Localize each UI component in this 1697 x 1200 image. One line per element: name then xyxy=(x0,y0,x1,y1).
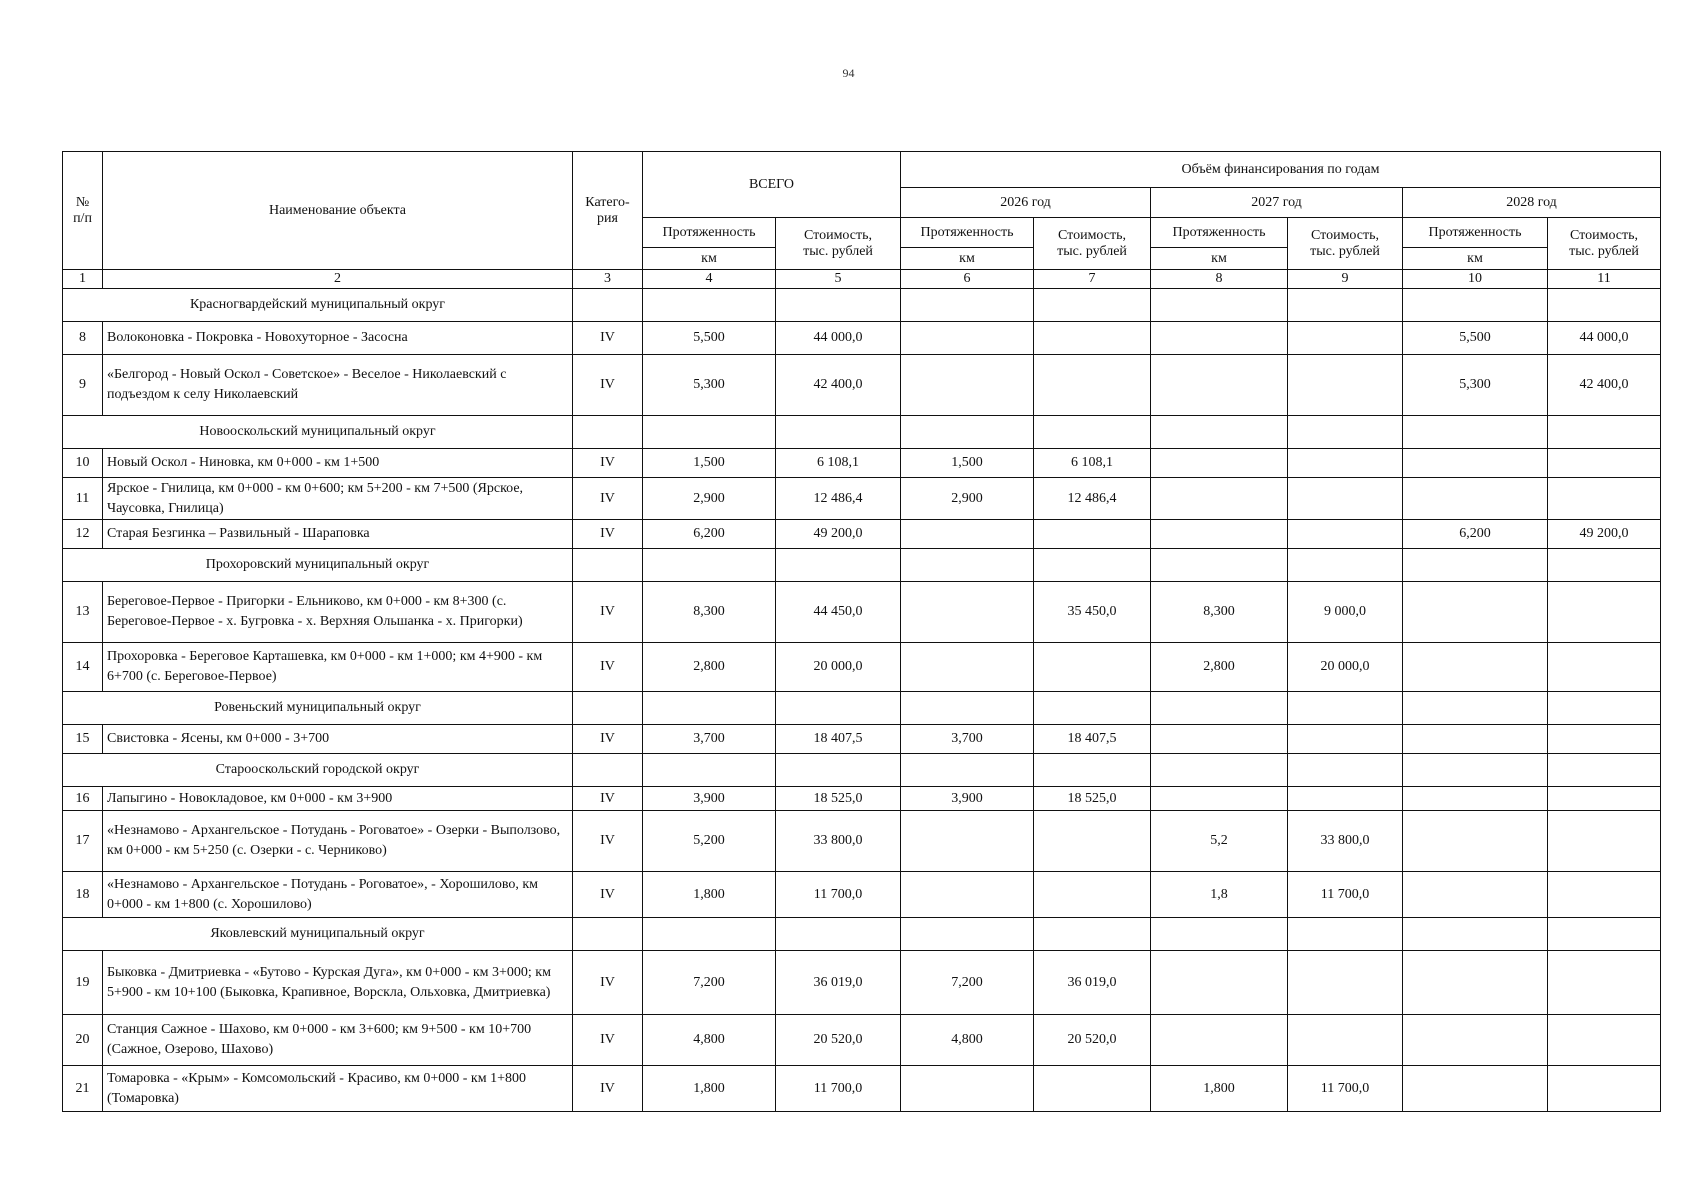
length-2028 xyxy=(1403,951,1548,1015)
empty-cell xyxy=(1288,289,1403,322)
empty-cell xyxy=(776,754,901,787)
total-cost: 42 400,0 xyxy=(776,355,901,416)
length-2027 xyxy=(1151,478,1288,520)
empty-cell xyxy=(643,289,776,322)
empty-cell xyxy=(1548,289,1661,322)
length-2028 xyxy=(1403,478,1548,520)
table-row xyxy=(63,951,1661,1015)
length-2027 xyxy=(1151,520,1288,549)
header-cost-label: Стоимость, xyxy=(1057,227,1126,243)
empty-cell xyxy=(573,754,643,787)
section-title: Красногвардейский муниципальный округ xyxy=(63,289,573,322)
category-cell: IV xyxy=(573,787,643,811)
header-cost-label: Стоимость, xyxy=(803,227,872,243)
total-length: 5,300 xyxy=(643,355,776,416)
section-row xyxy=(63,289,1661,322)
category-cell: IV xyxy=(573,811,643,872)
section-title: Прохоровский муниципальный округ xyxy=(63,549,573,582)
total-length: 7,200 xyxy=(643,951,776,1015)
total-length: 6,200 xyxy=(643,520,776,549)
length-2028: 6,200 xyxy=(1403,520,1548,549)
row-number: 16 xyxy=(63,787,103,811)
empty-cell xyxy=(1151,289,1288,322)
cost-2027 xyxy=(1288,725,1403,754)
cost-2027: 11 700,0 xyxy=(1288,872,1403,918)
empty-cell xyxy=(1288,549,1403,582)
total-length: 3,900 xyxy=(643,787,776,811)
col-number: 8 xyxy=(1151,270,1288,289)
header-cost xyxy=(1288,218,1403,270)
empty-cell xyxy=(573,692,643,725)
total-cost: 11 700,0 xyxy=(776,872,901,918)
col-number: 9 xyxy=(1288,270,1403,289)
cost-2028 xyxy=(1548,725,1661,754)
category-cell: IV xyxy=(573,643,643,692)
header-length: Протяженность xyxy=(643,218,776,248)
length-2026 xyxy=(901,582,1034,643)
table-row xyxy=(63,725,1661,754)
empty-cell xyxy=(1034,692,1151,725)
category-cell: IV xyxy=(573,520,643,549)
empty-cell xyxy=(643,549,776,582)
empty-cell xyxy=(1034,549,1151,582)
length-2027: 5,2 xyxy=(1151,811,1288,872)
col-number: 11 xyxy=(1548,270,1661,289)
table-row xyxy=(63,1015,1661,1066)
empty-cell xyxy=(1548,918,1661,951)
empty-cell xyxy=(1288,416,1403,449)
empty-cell xyxy=(1403,416,1548,449)
length-2026: 3,900 xyxy=(901,787,1034,811)
empty-cell xyxy=(1288,754,1403,787)
total-cost: 36 019,0 xyxy=(776,951,901,1015)
total-length: 2,900 xyxy=(643,478,776,520)
header-length: Протяженность xyxy=(901,218,1034,248)
object-name: Новый Оскол - Ниновка, км 0+000 - км 1+500 xyxy=(103,449,573,478)
total-length: 5,500 xyxy=(643,322,776,355)
category-cell: IV xyxy=(573,582,643,643)
object-name: Томаровка - «Крым» - Комсомольский - Красиво, км 0+000 - км 1+800 (Томаровка) xyxy=(103,1066,573,1112)
length-2027: 8,300 xyxy=(1151,582,1288,643)
header-year-2027: 2027 год xyxy=(1151,188,1403,218)
cost-2026 xyxy=(1034,643,1151,692)
empty-cell xyxy=(1403,289,1548,322)
col-number: 2 xyxy=(103,270,573,289)
length-2027 xyxy=(1151,787,1288,811)
cost-2026 xyxy=(1034,872,1151,918)
cost-2028: 49 200,0 xyxy=(1548,520,1661,549)
total-length: 2,800 xyxy=(643,643,776,692)
length-2026: 7,200 xyxy=(901,951,1034,1015)
cost-2026 xyxy=(1034,355,1151,416)
empty-cell xyxy=(1288,692,1403,725)
row-number: 20 xyxy=(63,1015,103,1066)
empty-cell xyxy=(1151,918,1288,951)
length-2026 xyxy=(901,1066,1034,1112)
length-2028 xyxy=(1403,1015,1548,1066)
row-number: 17 xyxy=(63,811,103,872)
cost-2028 xyxy=(1548,1015,1661,1066)
object-name: Волоконовка - Покровка - Новохуторное - Засосна xyxy=(103,322,573,355)
length-2028: 5,300 xyxy=(1403,355,1548,416)
table-row xyxy=(63,643,1661,692)
length-2028 xyxy=(1403,449,1548,478)
section-title: Яковлевский муниципальный округ xyxy=(63,918,573,951)
row-number: 15 xyxy=(63,725,103,754)
total-cost: 6 108,1 xyxy=(776,449,901,478)
cost-2028 xyxy=(1548,872,1661,918)
empty-cell xyxy=(573,918,643,951)
header-year-2028: 2028 год xyxy=(1403,188,1661,218)
length-2026: 3,700 xyxy=(901,725,1034,754)
section-title: Ровеньский муниципальный округ xyxy=(63,692,573,725)
empty-cell xyxy=(776,549,901,582)
category-cell: IV xyxy=(573,478,643,520)
cost-2026 xyxy=(1034,322,1151,355)
table-row xyxy=(63,449,1661,478)
col-number: 5 xyxy=(776,270,901,289)
section-row xyxy=(63,549,1661,582)
object-name: Станция Сажное - Шахово, км 0+000 - км 3+600; км 9+500 - км 10+700 (Сажное, Озерово, Шахово) xyxy=(103,1015,573,1066)
category-cell: IV xyxy=(573,355,643,416)
cost-2028 xyxy=(1548,582,1661,643)
empty-cell xyxy=(1034,918,1151,951)
page-number: 94 xyxy=(842,66,855,80)
total-cost: 18 525,0 xyxy=(776,787,901,811)
row-number: 9 xyxy=(63,355,103,416)
col-number: 10 xyxy=(1403,270,1548,289)
cost-2026 xyxy=(1034,811,1151,872)
table-row xyxy=(63,355,1661,416)
table-row xyxy=(63,872,1661,918)
header-cost-label: Стоимость, xyxy=(1310,227,1379,243)
total-cost: 20 520,0 xyxy=(776,1015,901,1066)
total-length: 5,200 xyxy=(643,811,776,872)
row-number: 18 xyxy=(63,872,103,918)
total-length: 8,300 xyxy=(643,582,776,643)
empty-cell xyxy=(776,289,901,322)
header-cost-unit: тыс. рублей xyxy=(1569,243,1639,259)
header-category: Катего- рия xyxy=(573,152,643,270)
total-length: 1,800 xyxy=(643,1066,776,1112)
header-name: Наименование объекта xyxy=(103,152,573,270)
empty-cell xyxy=(901,549,1034,582)
col-number: 3 xyxy=(573,270,643,289)
length-2028 xyxy=(1403,787,1548,811)
cost-2026: 18 525,0 xyxy=(1034,787,1151,811)
header-length-unit: км xyxy=(1403,248,1548,270)
category-cell: IV xyxy=(573,322,643,355)
length-2027 xyxy=(1151,322,1288,355)
table-row xyxy=(63,520,1661,549)
empty-cell xyxy=(1403,754,1548,787)
empty-cell xyxy=(901,289,1034,322)
length-2027: 1,800 xyxy=(1151,1066,1288,1112)
empty-cell xyxy=(1548,549,1661,582)
cost-2026: 12 486,4 xyxy=(1034,478,1151,520)
object-name: Прохоровка - Береговое Карташевка, км 0+000 - км 1+000; км 4+900 - км 6+700 (с. Береговое-Первое) xyxy=(103,643,573,692)
financing-table xyxy=(62,151,1661,1112)
length-2026 xyxy=(901,355,1034,416)
section-row xyxy=(63,754,1661,787)
cost-2027 xyxy=(1288,322,1403,355)
section-title: Новооскольский муниципальный округ xyxy=(63,416,573,449)
cost-2026: 20 520,0 xyxy=(1034,1015,1151,1066)
length-2028 xyxy=(1403,1066,1548,1112)
cost-2026: 36 019,0 xyxy=(1034,951,1151,1015)
length-2028 xyxy=(1403,725,1548,754)
cost-2028 xyxy=(1548,478,1661,520)
length-2028: 5,500 xyxy=(1403,322,1548,355)
category-cell: IV xyxy=(573,951,643,1015)
total-length: 1,800 xyxy=(643,872,776,918)
cost-2027 xyxy=(1288,449,1403,478)
section-row xyxy=(63,918,1661,951)
category-cell: IV xyxy=(573,1015,643,1066)
empty-cell xyxy=(1403,918,1548,951)
table-row xyxy=(63,478,1661,520)
empty-cell xyxy=(901,918,1034,951)
cost-2026: 35 450,0 xyxy=(1034,582,1151,643)
length-2028 xyxy=(1403,582,1548,643)
cost-2028 xyxy=(1548,951,1661,1015)
object-name: Старая Безгинка – Развильный - Шараповка xyxy=(103,520,573,549)
category-cell: IV xyxy=(573,872,643,918)
empty-cell xyxy=(1034,416,1151,449)
empty-cell xyxy=(901,692,1034,725)
row-number: 13 xyxy=(63,582,103,643)
cost-2028 xyxy=(1548,449,1661,478)
cost-2028 xyxy=(1548,811,1661,872)
empty-cell xyxy=(1034,754,1151,787)
category-cell: IV xyxy=(573,1066,643,1112)
empty-cell xyxy=(573,289,643,322)
table-row xyxy=(63,811,1661,872)
total-cost: 11 700,0 xyxy=(776,1066,901,1112)
section-row xyxy=(63,692,1661,725)
section-row xyxy=(63,416,1661,449)
empty-cell xyxy=(776,416,901,449)
header-length-unit: км xyxy=(1151,248,1288,270)
object-name: «Незнамово - Архангельское - Потудань - Роговатое», - Хорошилово, км 0+000 - км 1+800 (с. Хорошилово) xyxy=(103,872,573,918)
length-2027 xyxy=(1151,1015,1288,1066)
length-2026 xyxy=(901,322,1034,355)
col-number: 4 xyxy=(643,270,776,289)
length-2026: 2,900 xyxy=(901,478,1034,520)
header-total: ВСЕГО xyxy=(643,152,901,218)
row-number: 8 xyxy=(63,322,103,355)
total-cost: 49 200,0 xyxy=(776,520,901,549)
empty-cell xyxy=(1151,416,1288,449)
cost-2027 xyxy=(1288,355,1403,416)
empty-cell xyxy=(1151,549,1288,582)
empty-cell xyxy=(1288,918,1403,951)
length-2027: 1,8 xyxy=(1151,872,1288,918)
empty-cell xyxy=(1403,692,1548,725)
empty-cell xyxy=(901,754,1034,787)
col-number: 6 xyxy=(901,270,1034,289)
cost-2028: 42 400,0 xyxy=(1548,355,1661,416)
object-name: Свистовка - Ясены, км 0+000 - 3+700 xyxy=(103,725,573,754)
cost-2027 xyxy=(1288,787,1403,811)
length-2027 xyxy=(1151,355,1288,416)
cost-2028 xyxy=(1548,643,1661,692)
cost-2027 xyxy=(1288,478,1403,520)
total-cost: 20 000,0 xyxy=(776,643,901,692)
cost-2026 xyxy=(1034,1066,1151,1112)
length-2027 xyxy=(1151,449,1288,478)
header-cost-unit: тыс. рублей xyxy=(803,243,873,259)
row-number: 19 xyxy=(63,951,103,1015)
empty-cell xyxy=(1151,692,1288,725)
object-name: «Незнамово - Архангельское - Потудань - Роговатое» - Озерки - Выползово, км 0+000 - км 5+250 (с. Озерки - с. Черниково) xyxy=(103,811,573,872)
empty-cell xyxy=(1548,754,1661,787)
table-row xyxy=(63,322,1661,355)
category-cell: IV xyxy=(573,449,643,478)
total-length: 1,500 xyxy=(643,449,776,478)
table-row xyxy=(63,1066,1661,1112)
cost-2027 xyxy=(1288,1015,1403,1066)
length-2027 xyxy=(1151,725,1288,754)
table-row xyxy=(63,582,1661,643)
header-length: Протяженность xyxy=(1403,218,1548,248)
total-cost: 33 800,0 xyxy=(776,811,901,872)
category-cell: IV xyxy=(573,725,643,754)
header-length-unit: км xyxy=(901,248,1034,270)
cost-2028 xyxy=(1548,1066,1661,1112)
length-2026 xyxy=(901,811,1034,872)
empty-cell xyxy=(643,692,776,725)
total-length: 3,700 xyxy=(643,725,776,754)
total-cost: 12 486,4 xyxy=(776,478,901,520)
length-2026 xyxy=(901,520,1034,549)
header-num: № п/п xyxy=(63,152,103,270)
empty-cell xyxy=(643,754,776,787)
cost-2026: 18 407,5 xyxy=(1034,725,1151,754)
total-cost: 44 000,0 xyxy=(776,322,901,355)
empty-cell xyxy=(776,692,901,725)
empty-cell xyxy=(1034,289,1151,322)
object-name: Быковка - Дмитриевка - «Бутово - Курская Дуга», км 0+000 - км 3+000; км 5+900 - км 10+100 (Быковка, Крапивное, Ворскла, Ольховка, Дмитриевка) xyxy=(103,951,573,1015)
row-number: 11 xyxy=(63,478,103,520)
empty-cell xyxy=(643,416,776,449)
object-name: «Белгород - Новый Оскол - Советское» - Веселое - Николаевский с подъездом к селу Николаевский xyxy=(103,355,573,416)
cost-2026: 6 108,1 xyxy=(1034,449,1151,478)
object-name: Береговое-Первое - Пригорки - Ельниково, км 0+000 - км 8+300 (с. Береговое-Первое - х. Бугровка - х. Верхняя Ольшанка - х. Пригорки) xyxy=(103,582,573,643)
col-number: 7 xyxy=(1034,270,1151,289)
header-year-2026: 2026 год xyxy=(901,188,1151,218)
header-cost-unit: тыс. рублей xyxy=(1057,243,1127,259)
section-title: Старооскольский городской округ xyxy=(63,754,573,787)
cost-2028 xyxy=(1548,787,1661,811)
length-2027: 2,800 xyxy=(1151,643,1288,692)
length-2028 xyxy=(1403,872,1548,918)
empty-cell xyxy=(776,918,901,951)
header-length: Протяженность xyxy=(1151,218,1288,248)
length-2028 xyxy=(1403,811,1548,872)
empty-cell xyxy=(573,416,643,449)
header-cost xyxy=(1548,218,1661,270)
length-2026 xyxy=(901,643,1034,692)
length-2027 xyxy=(1151,951,1288,1015)
empty-cell xyxy=(1151,754,1288,787)
cost-2027: 11 700,0 xyxy=(1288,1066,1403,1112)
length-2026: 4,800 xyxy=(901,1015,1034,1066)
length-2026 xyxy=(901,872,1034,918)
cost-2028: 44 000,0 xyxy=(1548,322,1661,355)
cost-2027 xyxy=(1288,951,1403,1015)
empty-cell xyxy=(1403,549,1548,582)
empty-cell xyxy=(1548,692,1661,725)
row-number: 10 xyxy=(63,449,103,478)
header-length-unit: км xyxy=(643,248,776,270)
table-body xyxy=(63,289,1661,1112)
col-number: 1 xyxy=(63,270,103,289)
total-length: 4,800 xyxy=(643,1015,776,1066)
cost-2027: 9 000,0 xyxy=(1288,582,1403,643)
cost-2027: 33 800,0 xyxy=(1288,811,1403,872)
object-name: Ярское - Гнилица, км 0+000 - км 0+600; км 5+200 - км 7+500 (Ярское, Чаусовка, Гнилица) xyxy=(103,478,573,520)
empty-cell xyxy=(643,918,776,951)
column-numbers-row xyxy=(63,270,1661,289)
object-name: Лапыгино - Новокладовое, км 0+000 - км 3+900 xyxy=(103,787,573,811)
header-cost-unit: тыс. рублей xyxy=(1310,243,1380,259)
cost-2027: 20 000,0 xyxy=(1288,643,1403,692)
header-financing: Объём финансирования по годам xyxy=(901,152,1661,188)
cost-2027 xyxy=(1288,520,1403,549)
table-row xyxy=(63,787,1661,811)
row-number: 14 xyxy=(63,643,103,692)
header-cost-label: Стоимость, xyxy=(1570,227,1639,243)
cost-2026 xyxy=(1034,520,1151,549)
length-2026: 1,500 xyxy=(901,449,1034,478)
total-cost: 44 450,0 xyxy=(776,582,901,643)
empty-cell xyxy=(1548,416,1661,449)
length-2028 xyxy=(1403,643,1548,692)
empty-cell xyxy=(901,416,1034,449)
row-number: 21 xyxy=(63,1066,103,1112)
total-cost: 18 407,5 xyxy=(776,725,901,754)
row-number: 12 xyxy=(63,520,103,549)
header-cost xyxy=(1034,218,1151,270)
header-cost xyxy=(776,218,901,270)
empty-cell xyxy=(573,549,643,582)
